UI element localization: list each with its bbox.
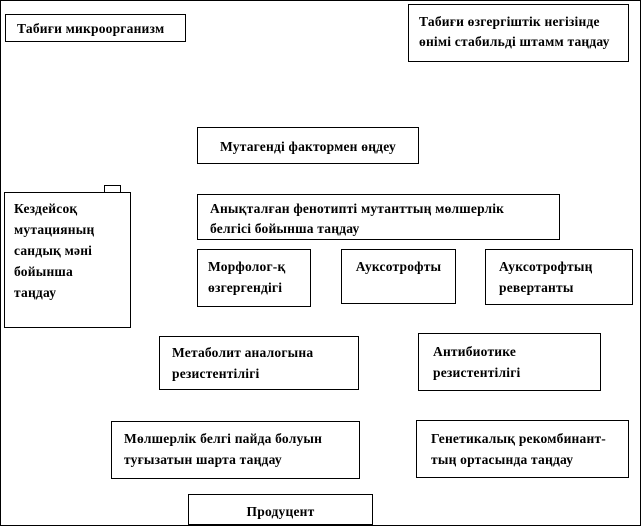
box-label: тың ортасында таңдау <box>431 452 574 467</box>
box-label: ревертанты <box>499 280 574 295</box>
box-label: Табиғи өзгергіштік негізінде <box>419 14 600 29</box>
box-label: белгісі бойынша таңдау <box>210 221 360 236</box>
box-natural-microorganism <box>5 14 186 42</box>
box-label: Ауксотрофты <box>355 259 442 274</box>
box-natural-variability-selection <box>408 4 629 62</box>
box-mutagen-treatment <box>197 127 419 164</box>
box-random-mutation-selection <box>4 192 131 328</box>
box-label: Анықталған фенотипті мутанттың мөлшерлік <box>210 201 505 216</box>
box-label: Продуцент <box>246 504 315 519</box>
box-label: Мутагенді фактормен өңдеу <box>219 139 397 154</box>
box-label: Ауксотрофтың <box>499 259 593 274</box>
box-label: туғызатын шарта таңдау <box>124 452 282 467</box>
box-producer <box>188 494 373 525</box>
box-label: Мөлшерлік белгі пайда болуын <box>124 431 323 446</box>
box-label: Табиғи микроорганизм <box>17 21 165 36</box>
box-label: сандық мәні <box>14 243 93 258</box>
box-label: Морфолог-қ <box>208 259 286 274</box>
box-phenotype-selection <box>197 194 560 240</box>
box-label: бойынша <box>14 264 73 279</box>
box-label: резистентілігі <box>433 365 521 380</box>
box-quantitative-trait-condition <box>111 421 360 479</box>
box-auxotroph-revertants <box>485 249 633 305</box>
box-label: Метаболит аналогына <box>172 345 314 360</box>
box-label: Кездейсоқ <box>14 201 78 216</box>
box-label: Антибиотике <box>433 344 517 359</box>
box-label: мутацияның <box>14 222 95 237</box>
box-morphological-changes <box>197 249 311 307</box>
box-auxotrophs <box>341 249 456 304</box>
box-metabolite-analog-resistance <box>159 336 359 390</box>
box-genetic-recombinant-selection <box>416 420 629 478</box>
box-label: өнімі стабильді штамм таңдау <box>419 34 610 49</box>
box-label: резистентілігі <box>172 366 260 381</box>
box-label: өзгергендігі <box>208 280 283 295</box>
box-antibiotic-resistance <box>418 333 601 391</box>
box-label: таңдау <box>14 285 57 300</box>
box-label: Генетикалық рекомбинант- <box>431 431 606 446</box>
